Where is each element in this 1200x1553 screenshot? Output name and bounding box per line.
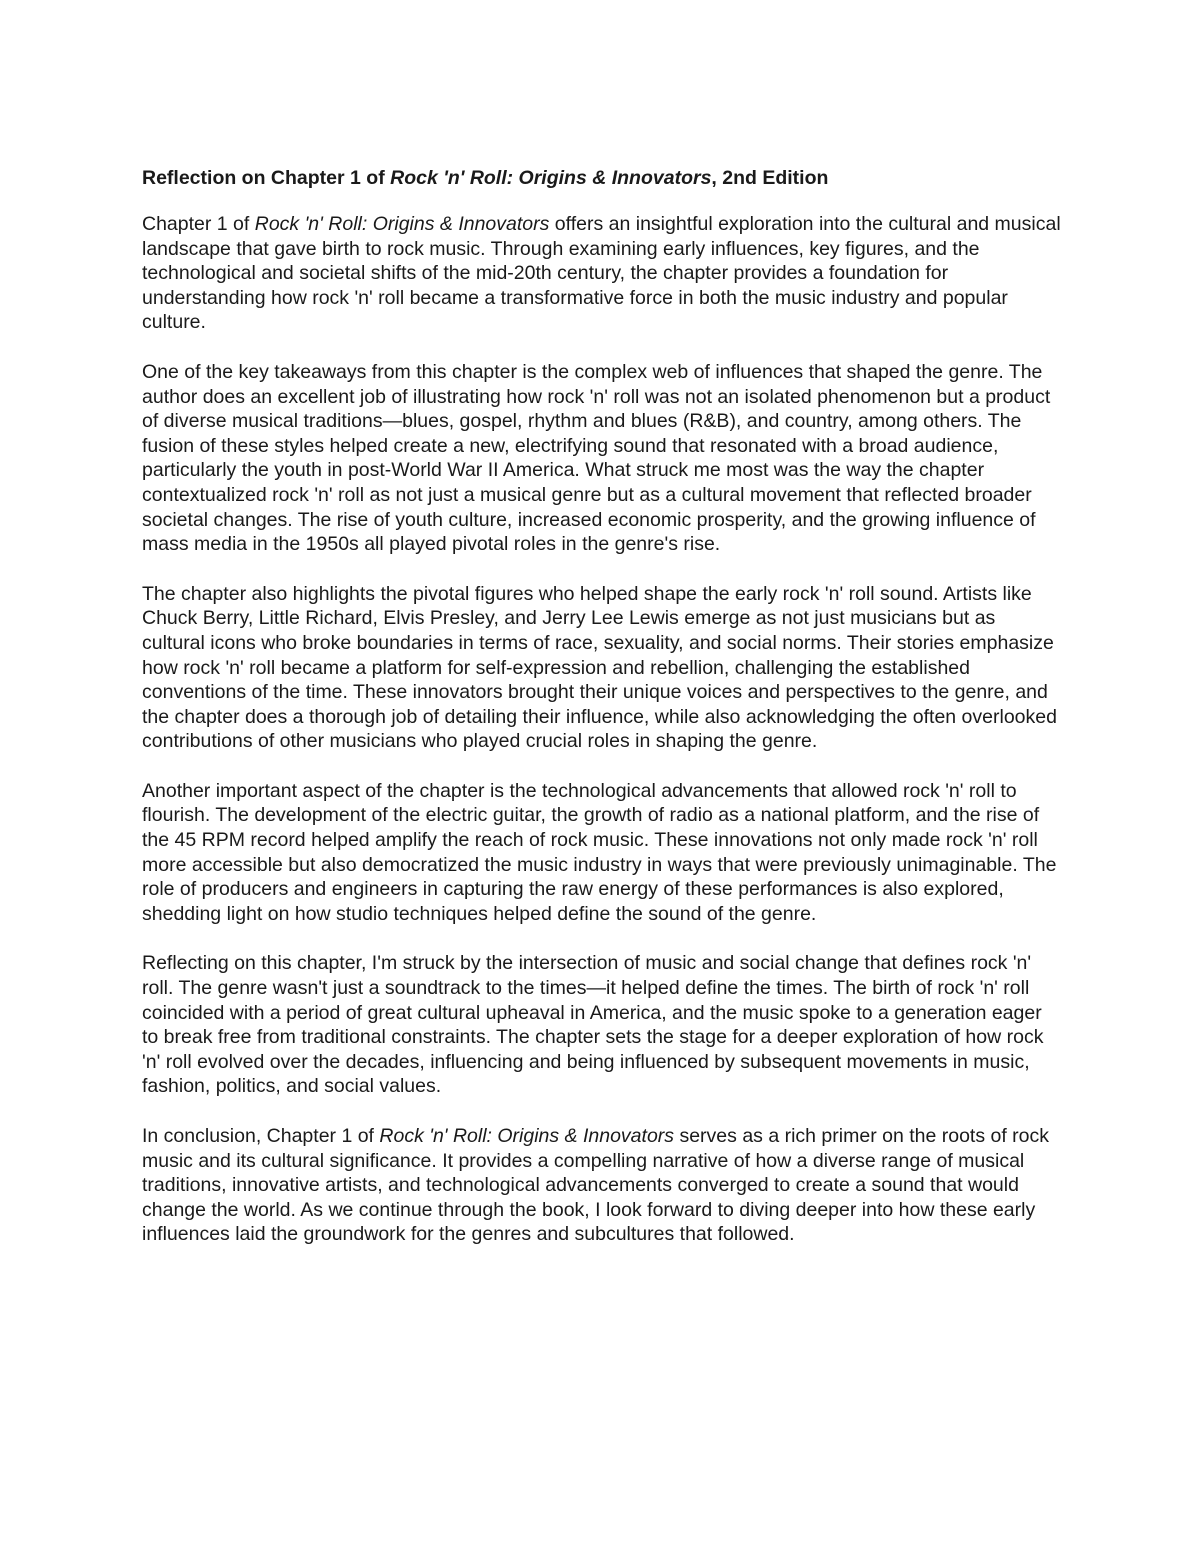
document-title [142, 164, 1062, 192]
document-page [142, 164, 1062, 1272]
title-book-name: Rock 'n' Roll: Origins & Innovators [390, 167, 712, 189]
paragraph-technology: Another important aspect of the chapter is the technological advancements that allowed rock 'n' roll to flourish. The development of the electric guitar, the growth of radio as a national platform, and the rise of the 45 RPM record helped amplify the reach of rock music. These innovations not only made rock 'n' roll more accessible but also democratized the music industry in ways that were previously unimaginable. The role of producers and engineers in capturing the raw energy of these performances is also explored, shedding light on how studio techniques helped define the sound of the genre. [142, 779, 1057, 925]
paragraph-conclusion-after: serves as a rich primer on the roots of rock music and its cultural significance. It provides a compelling narrative of how a diverse range of musical traditions, innovative artists, and technological advancements converged to create a sound that would change the world. As we continue through the book, I look forward to diving deeper into how these early influences laid the groundwork for the genres and subcultures that followed. [142, 1125, 1050, 1246]
paragraph-intro [142, 212, 1062, 335]
paragraph-influences: One of the key takeaways from this chapter is the complex web of influences that shaped the genre. The author does an excellent job of illustrating how rock 'n' roll was not an isolated phenomenon but a product of diverse musical traditions—blues, gospel, rhythm and blues (R&B), and country, among others. The fusion of these styles helped create a new, electrifying sound that resonated with a broad audience, particularly the youth in post-World War II America. What struck me most was the way the chapter contextualized rock 'n' roll as not just a musical genre but as a cultural movement that reflected broader societal changes. The rise of youth culture, increased economic prosperity, and the growing influence of mass media in the 1950s all played pivotal roles in the genre's rise. [142, 360, 1051, 556]
paragraph-conclusion [142, 1124, 1062, 1247]
title-suffix: , 2nd Edition [711, 167, 829, 189]
paragraph-figures: The chapter also highlights the pivotal figures who helped shape the early rock 'n' roll sound. Artists like Chuck Berry, Little Richard, Elvis Presley, and Jerry Lee Lewis emerge as not just musicians but as cultural icons who broke boundaries in terms of race, sexuality, and social norms. Their stories emphasize how rock 'n' roll became a platform for self-expression and rebellion, challenging the established conventions of the time. These innovators brought their unique voices and perspectives to the genre, and the chapter does a thorough job of detailing their influence, while also acknowledging the often overlooked contributions of other musicians who played crucial roles in shaping the genre. [142, 582, 1057, 753]
paragraph-conclusion-before: In conclusion, Chapter 1 of [142, 1125, 380, 1147]
paragraph-conclusion-book-name: Rock 'n' Roll: Origins & Innovators [379, 1125, 675, 1147]
paragraph-intro-after: offers an insightful exploration into the cultural and musical landscape that gave birth to rock music. Through examining early influences, key figures, and the technological and societal shifts of the mid-20th century, the chapter provides a foundation for understanding how rock 'n' roll became a transformative force in both the music industry and popular culture. [142, 213, 1061, 334]
title-prefix: Reflection on Chapter 1 of [142, 167, 391, 189]
paragraph-reflection: Reflecting on this chapter, I'm struck by the intersection of music and social change that defines rock 'n' roll. The genre wasn't just a soundtrack to the times—it helped define the times. The birth of rock 'n' roll coincided with a period of great cultural upheaval in America, and the music spoke to a generation eager to break free from traditional constraints. The chapter sets the stage for a deeper exploration of how rock 'n' roll evolved over the decades, influencing and being influenced by subsequent movements in music, fashion, politics, and social values. [142, 952, 1044, 1098]
paragraph-intro-before: Chapter 1 of [142, 213, 255, 235]
paragraph-intro-book-name: Rock 'n' Roll: Origins & Innovators [254, 213, 550, 235]
